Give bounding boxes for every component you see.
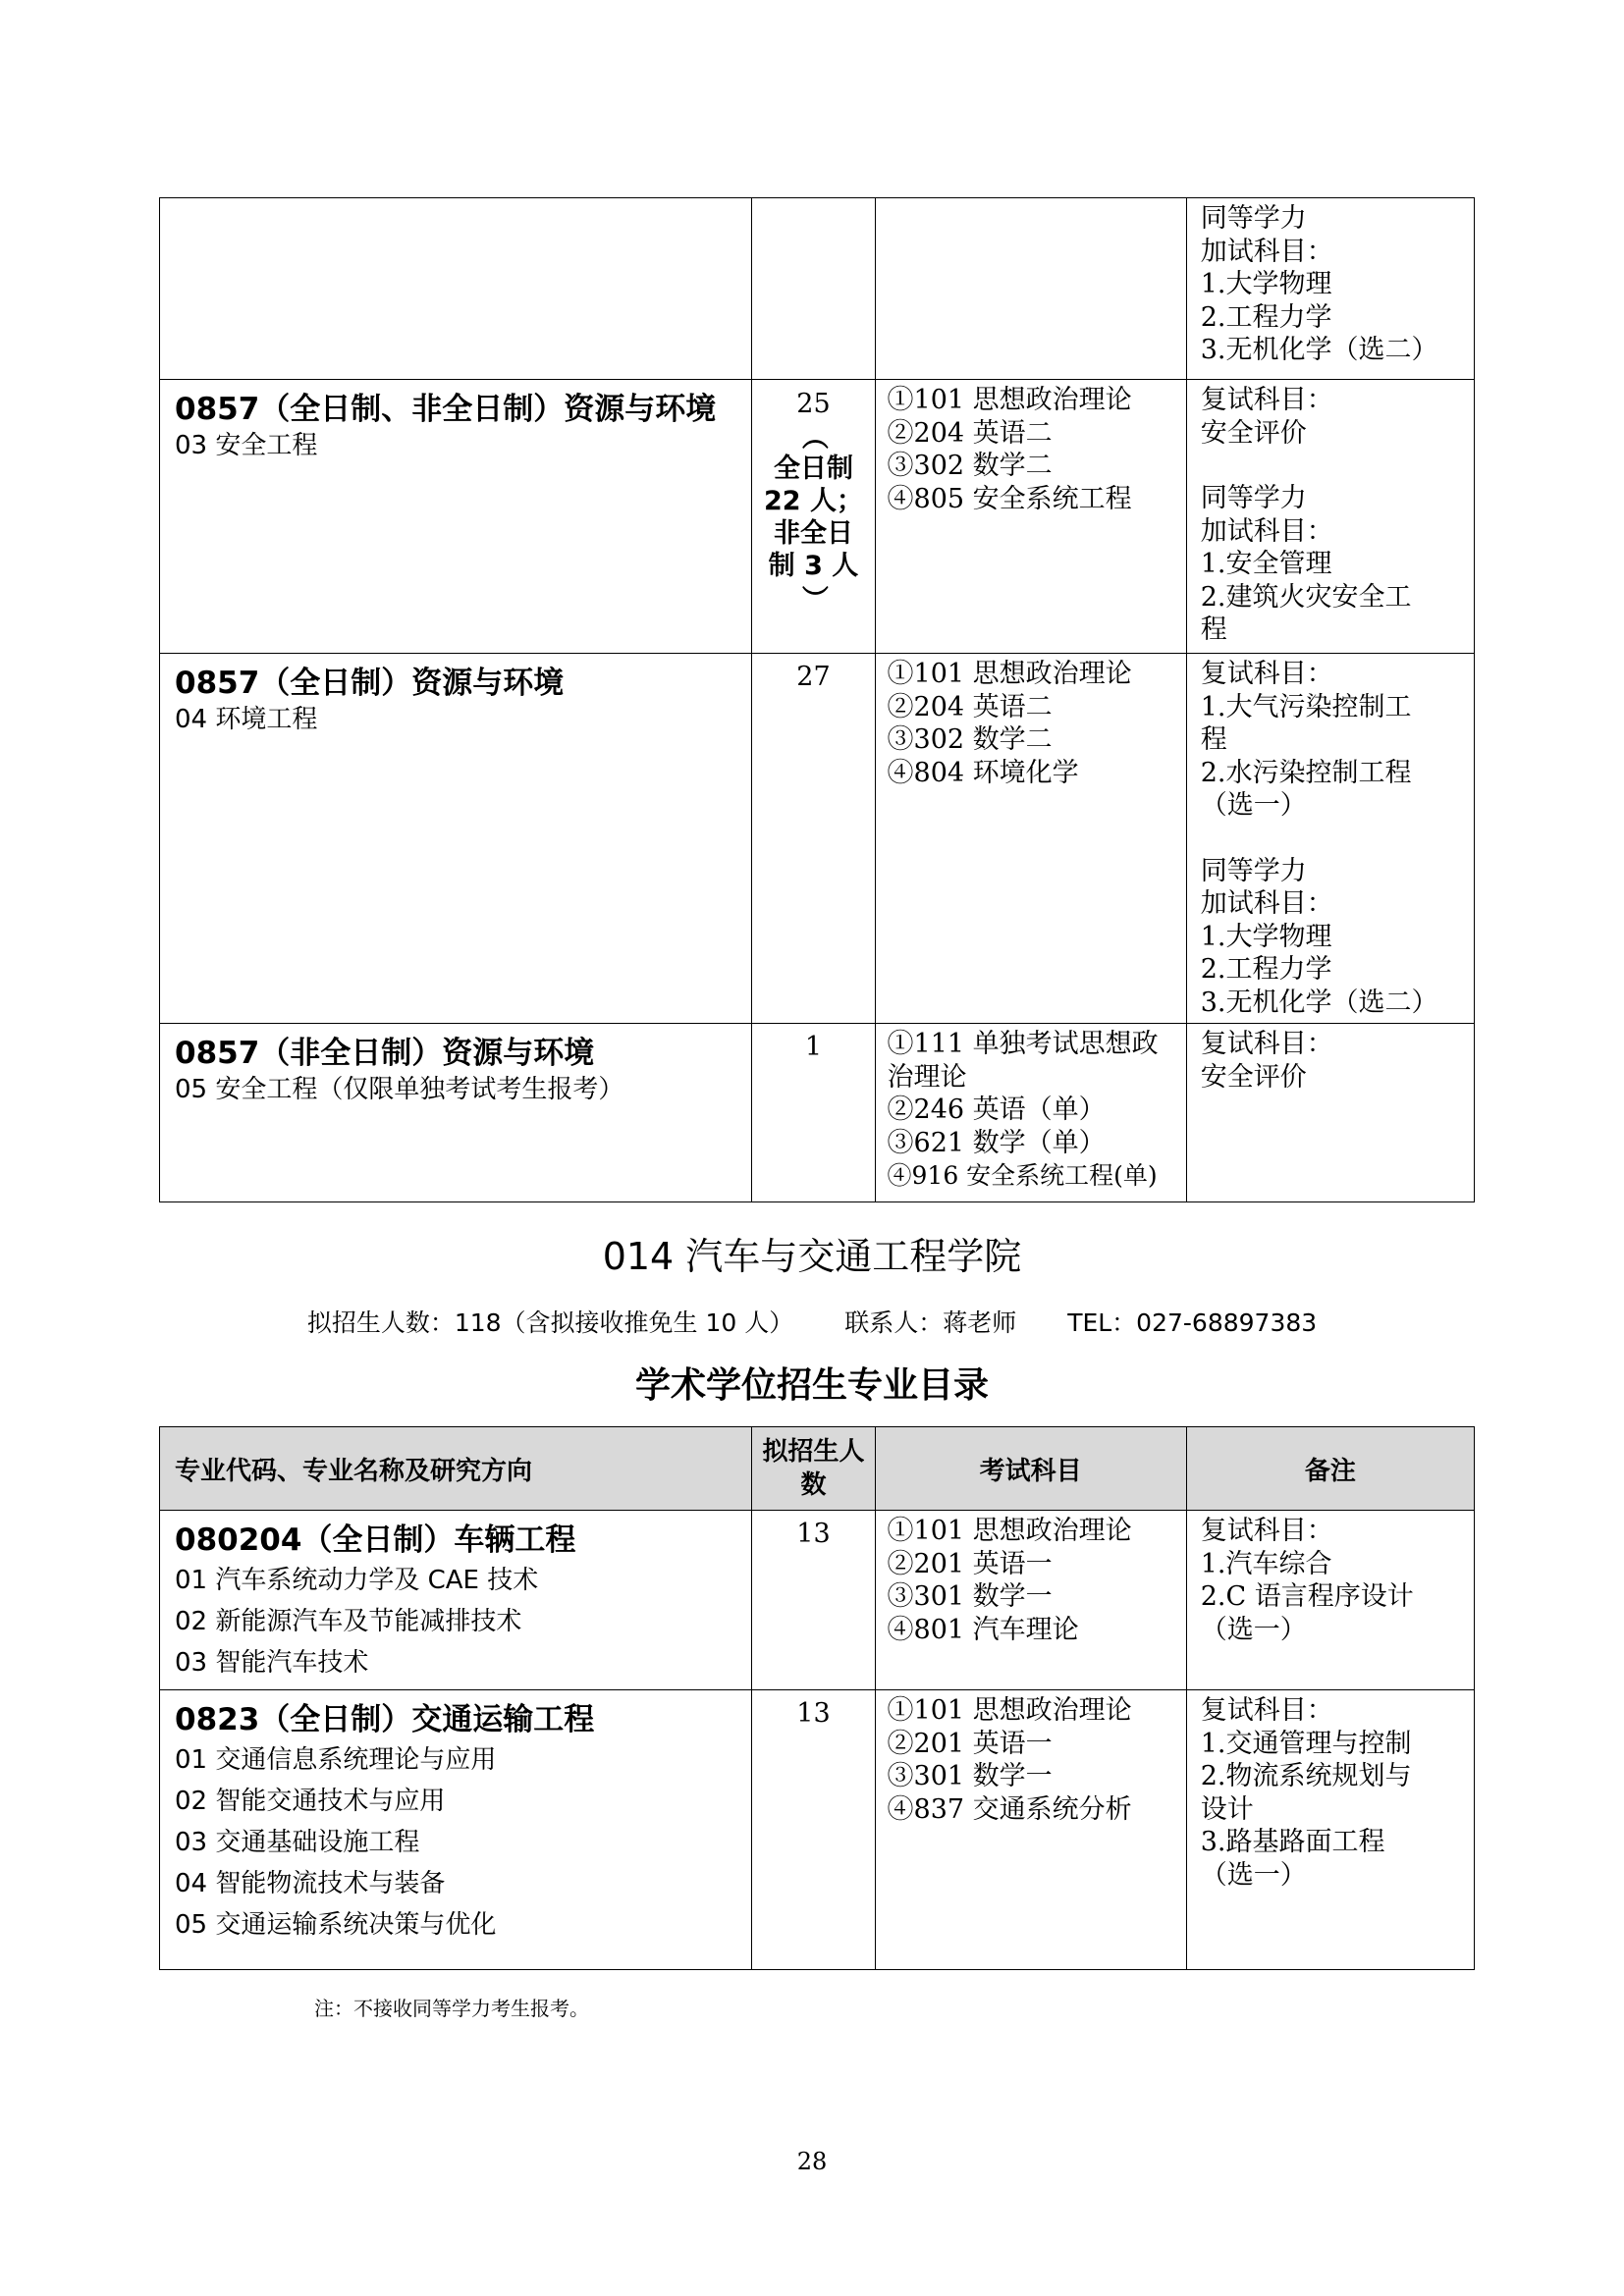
count-line: 制 3 人 — [768, 551, 859, 581]
note-line: 3.无机化学（选二） — [1200, 987, 1438, 1018]
note-line: 加试科目： — [1200, 236, 1333, 267]
research-direction: 03 安全工程 — [175, 431, 318, 460]
table-row — [160, 198, 1475, 380]
count-cell — [752, 1690, 875, 1970]
header-major: 专业代码、专业名称及研究方向 — [160, 1427, 752, 1511]
note-line: 1.安全管理 — [1200, 549, 1332, 579]
count-line: 25 — [796, 389, 831, 419]
table-row — [160, 1690, 1475, 1970]
note-line: 复试科目： — [1200, 1516, 1333, 1546]
subjects-cell — [875, 1690, 1186, 1970]
major-cell — [160, 198, 752, 380]
major-title: 0857（非全日制）资源与环境 — [175, 1036, 595, 1071]
subjects-cell — [875, 654, 1186, 1024]
table-header-row — [160, 1427, 1475, 1511]
note-line: 复试科目： — [1200, 659, 1333, 689]
note-line: （选一） — [1200, 790, 1307, 821]
count-line: 22 人； — [763, 486, 863, 516]
subject-line: ③302 数学二 — [887, 724, 1053, 755]
header-count-label: 拟招生人数 — [762, 1437, 865, 1500]
table-row — [160, 1024, 1475, 1202]
count-value: 13 — [796, 1698, 831, 1729]
note-line: 2.物流系统规划与 — [1200, 1761, 1412, 1791]
count-line: 全日制 — [773, 454, 853, 484]
subject-line: ②204 英语二 — [887, 417, 1053, 449]
major-cell — [160, 380, 752, 654]
research-direction: 05 交通运输系统决策与优化 — [175, 1910, 497, 1940]
notes-cell — [1186, 380, 1474, 654]
note-line: 1.大学物理 — [1200, 921, 1332, 952]
major-title: 080204（全日制）车辆工程 — [175, 1522, 576, 1558]
subject-line: ①101 思想政治理论 — [887, 1695, 1132, 1726]
research-direction: 05 安全工程（仅限单独考试考生报考） — [175, 1075, 624, 1104]
header-subjects: 考试科目 — [875, 1427, 1186, 1511]
subjects-cell — [875, 1024, 1186, 1202]
subject-line: ④837 交通系统分析 — [887, 1793, 1132, 1825]
note-line: （选一） — [1200, 1859, 1307, 1891]
notes-cell — [1186, 1511, 1474, 1690]
notes-cell — [1186, 198, 1474, 380]
subjects-cell — [875, 380, 1186, 654]
subject-line: 治理论 — [887, 1061, 967, 1093]
note-line: 2.工程力学 — [1200, 301, 1332, 333]
subjects-cell — [875, 1511, 1186, 1690]
note-line: 1.汽车综合 — [1200, 1548, 1332, 1579]
research-direction: 01 交通信息系统理论与应用 — [175, 1745, 497, 1775]
continued-catalog-table — [159, 197, 1475, 1202]
note-line: 设计 — [1200, 1793, 1254, 1825]
major-cell — [160, 1511, 752, 1690]
subject-line: ②201 英语一 — [887, 1728, 1053, 1759]
subject-line: ②204 英语二 — [887, 691, 1053, 722]
contact-tel: TEL：027-68897383 — [1067, 1308, 1318, 1337]
note-line: 2.水污染控制工程 — [1200, 757, 1412, 788]
count-line: 非全日 — [773, 518, 853, 549]
header-notes: 备注 — [1186, 1427, 1474, 1511]
note-line: 复试科目： — [1200, 1695, 1333, 1726]
subject-line: ④801 汽车理论 — [887, 1614, 1079, 1645]
note-line: 程 — [1200, 614, 1227, 645]
research-direction: 02 新能源汽车及节能减排技术 — [175, 1607, 522, 1636]
note-line: 同等学力 — [1200, 855, 1307, 886]
count-cell — [752, 1024, 875, 1202]
note-line: 2.建筑火灾安全工 — [1200, 581, 1412, 613]
subject-line: ③301 数学一 — [887, 1581, 1053, 1612]
note-line: 3.路基路面工程 — [1200, 1827, 1385, 1857]
research-direction: 02 智能交通技术与应用 — [175, 1787, 446, 1816]
contact-person: 联系人：蒋老师 — [844, 1308, 1017, 1337]
notes-cell — [1186, 1690, 1474, 1970]
note-line: （选一） — [1200, 1614, 1307, 1645]
catalog-title: 学术学位招生专业目录 — [634, 1365, 989, 1406]
table-row — [160, 380, 1475, 654]
academic-catalog-table — [159, 1426, 1475, 1970]
footnote: 注：不接收同等学力考生报考。 — [314, 1997, 589, 2020]
count-value: 27 — [796, 662, 831, 692]
note-line: 同等学力 — [1200, 483, 1307, 513]
count-value: 1 — [804, 1032, 823, 1062]
subject-line: ④916 安全系统工程(单) — [887, 1161, 1158, 1190]
major-cell — [160, 1690, 752, 1970]
subject-line: ④804 环境化学 — [887, 757, 1079, 788]
count-line: （ — [797, 423, 829, 450]
college-info — [0, 1306, 1624, 1341]
enrollment-quota: 拟招生人数：118（含拟接收推免生 10 人） — [306, 1308, 794, 1337]
note-line: 安全评价 — [1200, 1061, 1307, 1093]
count-value: 13 — [796, 1519, 831, 1549]
research-direction: 03 交通基础设施工程 — [175, 1828, 420, 1857]
research-direction: 03 智能汽车技术 — [175, 1648, 369, 1678]
subjects-cell — [875, 198, 1186, 380]
header-count — [752, 1427, 875, 1511]
subject-line: ④805 安全系统工程 — [887, 483, 1132, 514]
notes-cell — [1186, 654, 1474, 1024]
count-cell — [752, 654, 875, 1024]
subject-line: ③302 数学二 — [887, 451, 1053, 481]
note-line: 安全评价 — [1200, 417, 1307, 449]
major-title: 0823（全日制）交通运输工程 — [175, 1702, 595, 1737]
major-cell — [160, 654, 752, 1024]
note-line: 复试科目： — [1200, 1029, 1333, 1059]
count-line: ） — [797, 585, 829, 612]
note-line: 2.工程力学 — [1200, 954, 1332, 985]
notes-cell — [1186, 1024, 1474, 1202]
note-line: 1.大学物理 — [1200, 269, 1332, 299]
note-line: 加试科目： — [1200, 888, 1333, 919]
note-line: 同等学力 — [1200, 203, 1307, 234]
research-direction: 01 汽车系统动力学及 CAE 技术 — [175, 1566, 539, 1595]
table-row — [160, 1511, 1475, 1690]
subject-line: ③301 数学一 — [887, 1761, 1053, 1791]
count-cell — [752, 380, 875, 654]
note-line: 1.大气污染控制工 — [1200, 691, 1412, 722]
subject-line: ①101 思想政治理论 — [887, 1516, 1132, 1546]
subject-line: ②246 英语（单） — [887, 1095, 1106, 1125]
note-line: 复试科目： — [1200, 385, 1333, 415]
note-line: 程 — [1200, 724, 1227, 755]
note-line: 加试科目： — [1200, 515, 1333, 547]
subject-line: ①111 单独考试思想政 — [887, 1029, 1159, 1059]
subject-line: ①101 思想政治理论 — [887, 385, 1132, 415]
research-direction: 04 智能物流技术与装备 — [175, 1869, 446, 1898]
major-title: 0857（全日制）资源与环境 — [175, 666, 565, 701]
research-direction: 04 环境工程 — [175, 705, 318, 734]
subject-line: ③621 数学（单） — [887, 1127, 1106, 1158]
note-line: 1.交通管理与控制 — [1200, 1728, 1412, 1759]
note-line: 2.C 语言程序设计 — [1200, 1581, 1414, 1612]
major-cell — [160, 1024, 752, 1202]
college-title: 014 汽车与交通工程学院 — [602, 1235, 1022, 1278]
subject-line: ①101 思想政治理论 — [887, 659, 1132, 689]
count-cell — [752, 198, 875, 380]
note-line: 3.无机化学（选二） — [1200, 335, 1438, 365]
subject-line: ②201 英语一 — [887, 1548, 1053, 1579]
count-cell — [752, 1511, 875, 1690]
major-title: 0857（全日制、非全日制）资源与环境 — [175, 392, 717, 427]
table-row — [160, 654, 1475, 1024]
page-number: 28 — [796, 2148, 828, 2175]
